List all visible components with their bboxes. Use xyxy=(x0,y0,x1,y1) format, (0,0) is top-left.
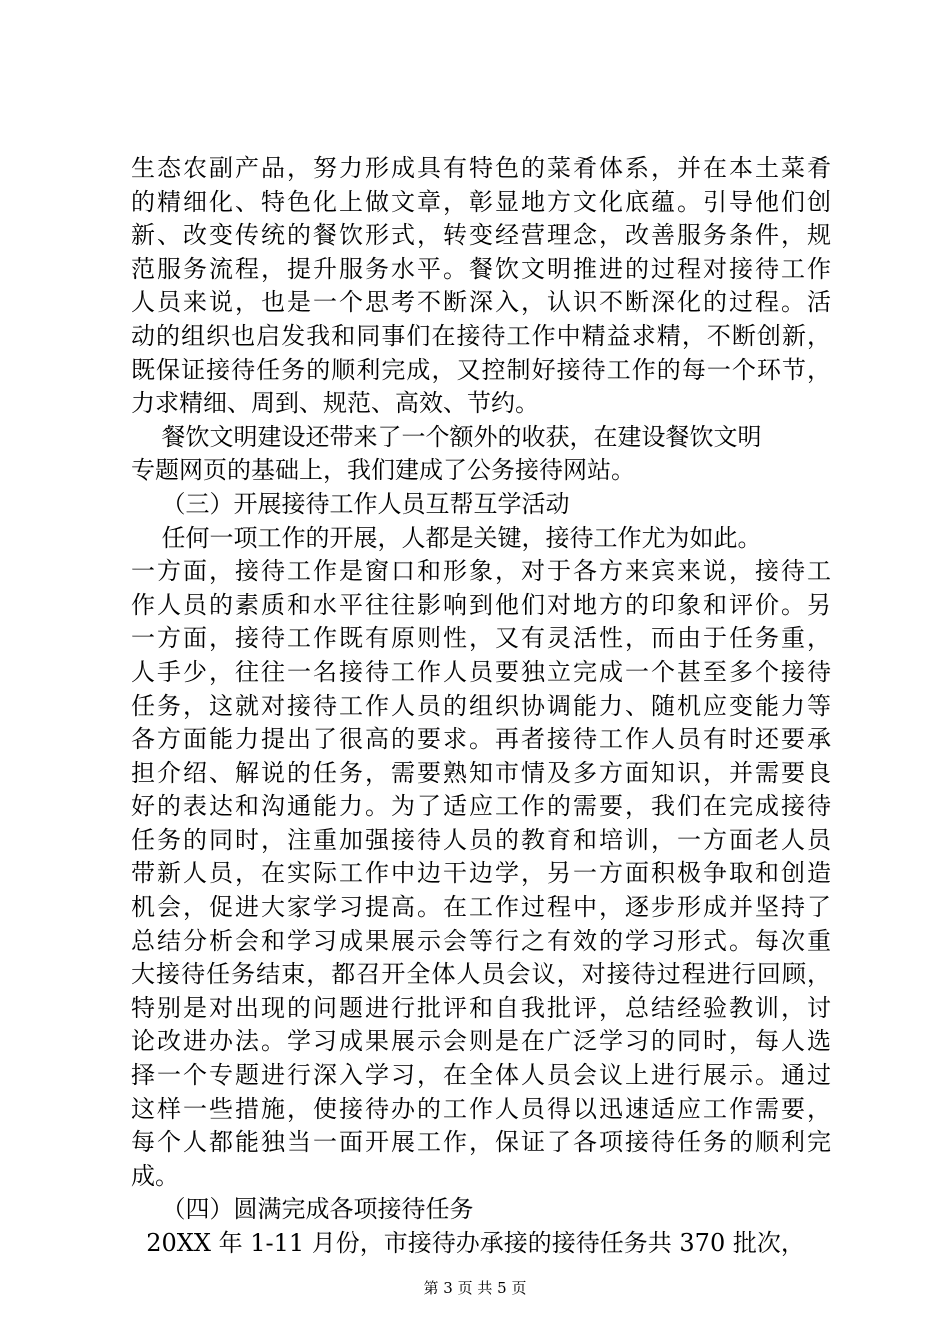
text-line: 成。 xyxy=(131,1161,179,1190)
text-line: 任务的同时，注重加强接待人员的教育和培训，一方面老人员 xyxy=(131,825,831,854)
text-line: 既保证接待任务的顺利完成，又控制好接待工作的每一个环节， xyxy=(131,355,831,384)
body-text xyxy=(131,152,831,1261)
text-line: 论改进办法。学习成果展示会则是在广泛学习的同时，每人选 xyxy=(131,1027,831,1056)
text-line: 好的表达和沟通能力。为了适应工作的需要，我们在完成接待 xyxy=(131,792,831,821)
text-line: 一方面，接待工作是窗口和形象，对于各方来宾来说，接待工 xyxy=(131,557,831,586)
page-footer: 第 3 页 共 5 页 xyxy=(423,1279,527,1297)
text-line: 20XX 年 1-11 月份，市接待办承接的接待任务共 370 批次， xyxy=(131,1229,805,1257)
text-line: 餐饮文明建设还带来了一个额外的收获，在建设餐饮文明 xyxy=(131,422,762,451)
text-line: 一方面，接待工作既有原则性，又有灵活性，而由于任务重， xyxy=(131,624,831,653)
text-line: 专题网页的基础上，我们建成了公务接待网站。 xyxy=(131,456,635,485)
text-line: 特别是对出现的问题进行批评和自我批评，总结经验教训，讨 xyxy=(131,993,831,1022)
text-line: 范服务流程，提升服务水平。餐饮文明推进的过程对接待工作 xyxy=(131,254,831,283)
text-line: （四）圆满完成各项接待任务 xyxy=(131,1195,474,1224)
text-line: （三）开展接待工作人员互帮互学活动 xyxy=(131,489,570,518)
text-line: 择一个专题进行深入学习，在全体人员会议上进行展示。通过 xyxy=(131,1061,831,1090)
text-line: 作人员的素质和水平往往影响到他们对地方的印象和评价。另 xyxy=(131,590,831,619)
text-line: 任何一项工作的开展，人都是关键，接待工作尤为如此。 xyxy=(131,523,762,552)
text-line: 任务，这就对接待工作人员的组织协调能力、随机应变能力等 xyxy=(131,691,831,720)
text-line: 这样一些措施，使接待办的工作人员得以迅速适应工作需要， xyxy=(131,1094,831,1123)
text-line: 生态农副产品，努力形成具有特色的菜肴体系，并在本土菜肴 xyxy=(131,154,831,182)
text-line: 每个人都能独当一面开展工作，保证了各项接待任务的顺利完 xyxy=(131,1128,831,1157)
text-line: 各方面能力提出了很高的要求。再者接待工作人员有时还要承 xyxy=(131,725,831,754)
text-line: 动的组织也启发我和同事们在接待工作中精益求精，不断创新， xyxy=(131,321,831,350)
text-line: 担介绍、解说的任务，需要熟知市情及多方面知识，并需要良 xyxy=(131,758,831,787)
text-line: 带新人员，在实际工作中边干边学，另一方面积极争取和创造 xyxy=(131,859,831,888)
text-line: 总结分析会和学习成果展示会等行之有效的学习形式。每次重 xyxy=(131,926,831,955)
text-line: 力求精细、周到、规范、高效、节约。 xyxy=(131,389,539,418)
text-line: 人手少，往往一名接待工作人员要独立完成一个甚至多个接待 xyxy=(131,657,831,686)
text-line: 的精细化、特色化上做文章，彰显地方文化底蕴。引导他们创 xyxy=(131,187,831,216)
text-line: 人员来说，也是一个思考不断深入，认识不断深化的过程。活 xyxy=(131,288,831,317)
text-line: 机会，促进大家学习提高。在工作过程中，逐步形成并坚持了 xyxy=(131,893,831,922)
text-line: 大接待任务结束，都召开全体人员会议，对接待过程进行回顾， xyxy=(131,960,831,989)
text-line: 新、改变传统的餐饮形式，转变经营理念，改善服务条件，规 xyxy=(131,221,831,250)
